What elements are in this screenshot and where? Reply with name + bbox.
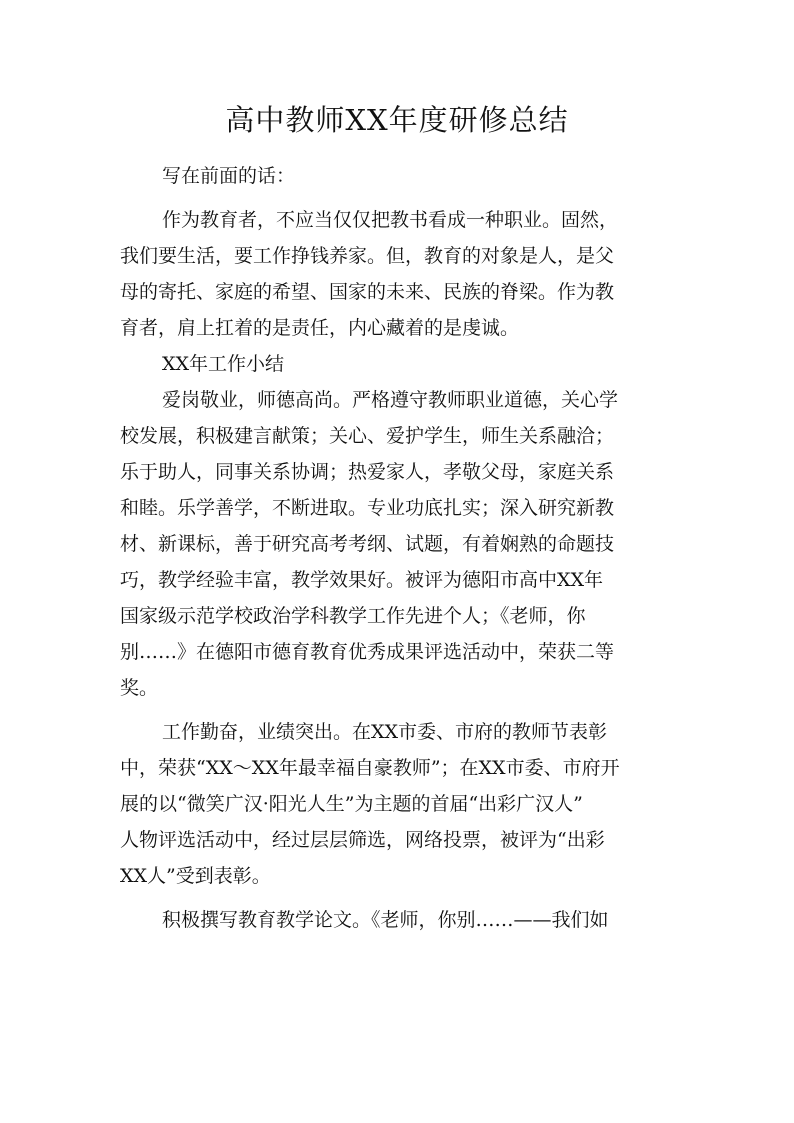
text-line: XX年工作小结 xyxy=(162,353,285,375)
text-line: 和睦。乐学善学，不断进取。专业功底扎实；深入研究新教 xyxy=(120,497,615,519)
text-line: 别……》在德阳市德育教育优秀成果评选活动中，荣获二等 xyxy=(120,641,615,663)
text-line: 展的以“微笑广汉·阳光人生”为主题的首届“出彩广汉人” xyxy=(120,793,583,815)
text-line: 中，荣获“XX～XX年最幸福自豪教师”；在XX市委、市府开 xyxy=(120,757,620,779)
text-line: 作为教育者，不应当仅仅把教书看成一种职业。固然， xyxy=(162,209,619,231)
text-line: 育者，肩上扛着的是责任，内心藏着的是虔诚。 xyxy=(120,317,520,339)
text-line: 写在前面的话： xyxy=(162,165,296,187)
text-line: 乐于助人，同事关系协调；热爱家人，孝敬父母，家庭关系 xyxy=(120,461,615,483)
text-line: 母的寄托、家庭的希望、国家的未来、民族的脊梁。作为教 xyxy=(120,281,615,303)
text-line: 积极撰写教育教学论文。《老师，你别……——我们如 xyxy=(162,909,609,931)
text-line: 材、新课标，善于研究高考考纲、试题，有着娴熟的命题技 xyxy=(120,533,615,555)
paragraph-gap xyxy=(120,706,680,714)
paragraph-gap xyxy=(120,194,680,202)
text-line: 工作勤奋，业绩突出。在XX市委、市府的教师节表彰 xyxy=(162,721,608,743)
text-line: 爱岗敬业，师德高尚。严格遵守教师职业道德，关心学 xyxy=(162,389,619,411)
text-line: 国家级示范学校政治学科教学工作先进个人；《老师，你 xyxy=(120,605,586,627)
text-line: 奖。 xyxy=(120,677,159,699)
text-line: 校发展，积极建言献策；关心、爱护学生，师生关系融洽； xyxy=(120,425,615,447)
text-line: XX人”受到表彰。 xyxy=(120,865,271,887)
text-line: 我们要生活，要工作挣钱养家。但，教育的对象是人，是父 xyxy=(120,245,615,267)
document-title: 高中教师XX年度研修总结 xyxy=(225,103,569,137)
text-line: 巧，教学经验丰富，教学效果好。被评为德阳市高中XX年 xyxy=(120,569,604,591)
text-line: 人物评选活动中，经过层层筛选，网络投票，被评为“出彩 xyxy=(120,829,605,851)
paragraph-gap xyxy=(120,894,680,902)
document-body xyxy=(120,158,680,938)
